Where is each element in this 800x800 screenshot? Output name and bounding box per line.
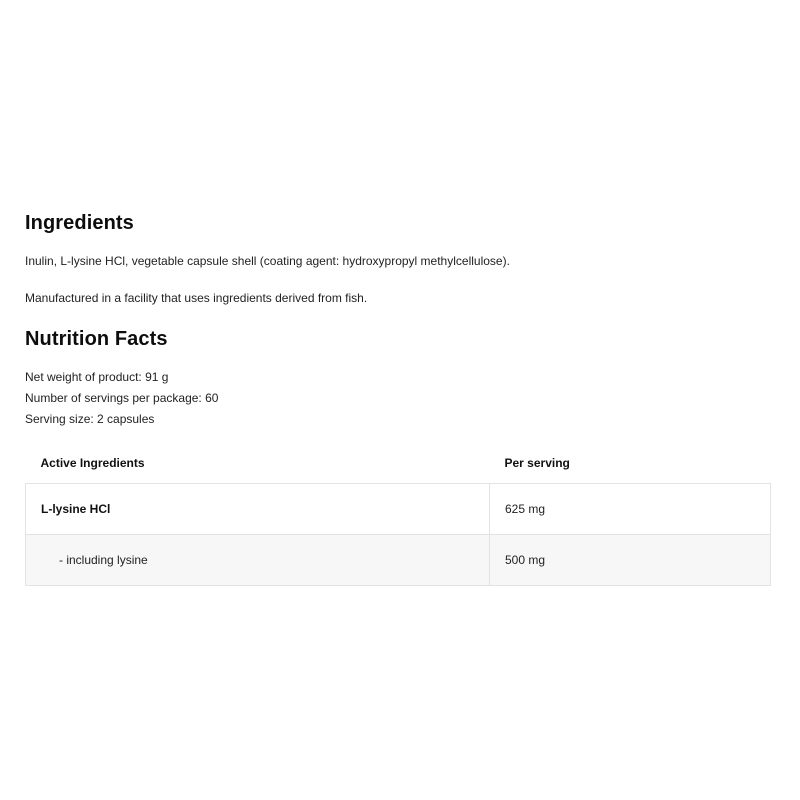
table-row [26, 535, 771, 586]
ingredient-name: L-lysine HCl [26, 484, 490, 535]
table-row [26, 484, 771, 535]
ingredient-amount: 625 mg [490, 484, 771, 535]
ingredient-amount: 500 mg [490, 535, 771, 586]
nutrition-table [25, 443, 771, 586]
net-weight: Net weight of product: 91 g [25, 370, 169, 384]
header-per-serving: Per serving [490, 443, 771, 484]
ingredients-list: Inulin, L-lysine HCl, vegetable capsule shell (coating agent: hydroxypropyl methylcellulose). [25, 254, 510, 268]
serving-size: Serving size: 2 capsules [25, 412, 155, 426]
table-header-row [26, 443, 771, 484]
servings-per-package: Number of servings per package: 60 [25, 391, 219, 405]
nutrition-facts-heading: Nutrition Facts [25, 328, 168, 350]
header-active-ingredients: Active Ingredients [26, 443, 490, 484]
ingredients-heading: Ingredients [25, 212, 134, 234]
ingredient-name: - including lysine [26, 535, 490, 586]
product-details [25, 207, 771, 586]
allergen-note: Manufactured in a facility that uses ingredients derived from fish. [25, 291, 368, 305]
